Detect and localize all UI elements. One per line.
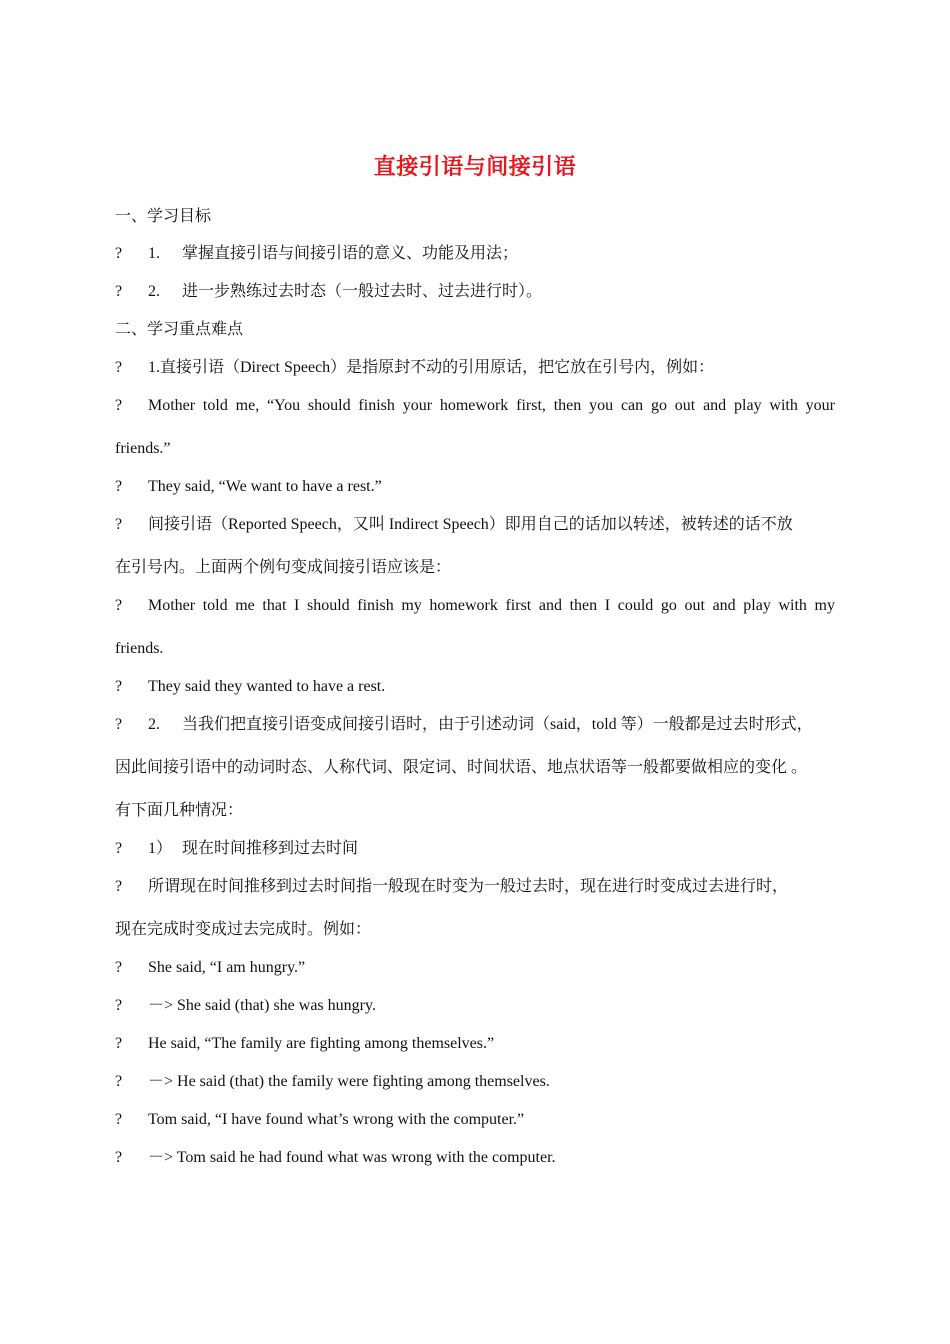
bullet-mark: ?	[115, 1111, 123, 1128]
paragraph-text: 所谓现在时间推移到过去时间指一般现在时变为一般过去时，现在进行时变成过去进行时，	[148, 878, 789, 895]
bullet-mark: ?	[115, 1149, 123, 1166]
paragraph-tense-change-line-3: 有下面几种情况：	[115, 802, 244, 819]
paragraph-text: 当我们把直接引语变成间接引语时，由于引述动词（said，told 等）一般都是过去时形式，	[182, 716, 813, 733]
sentence-text: She said, “I am hungry.”	[148, 959, 306, 976]
case-1-description-line-1	[115, 876, 835, 898]
bullet-mark: ?	[115, 716, 123, 733]
bullet-mark: ?	[115, 997, 123, 1014]
sentence-text: －> She said (that) she was hungry.	[148, 997, 376, 1014]
bullet-mark: ?	[115, 597, 123, 614]
example-1-line-1	[115, 395, 835, 417]
bullet-mark: ?	[115, 283, 123, 300]
goal-item-2	[115, 281, 835, 303]
bullet-mark: ?	[115, 878, 123, 895]
sentence-text: －> He said (that) the family were fighting among themselves.	[148, 1073, 550, 1090]
paragraph-reported-speech-line-1	[115, 514, 835, 536]
paragraph-text: 间接引语（Reported Speech，又叫 Indirect Speech）即用自己的话加以转述，被转述的话不放	[148, 516, 793, 533]
item-text: 进一步熟练过去时态（一般过去时、过去进行时）。	[182, 283, 543, 300]
example-text: Mother told me that I should finish my homework first and then I could go out and play with my	[148, 597, 835, 614]
bullet-mark: ?	[115, 959, 123, 976]
paragraph-text: 1.直接引语（Direct Speech）是指原封不动的引用原话，把它放在引号内，例如：	[148, 359, 715, 376]
section2-heading: 二、学习重点难点	[115, 321, 244, 338]
sentence-2-reported	[115, 1071, 835, 1093]
case-1-description-line-2: 现在完成时变成过去完成时。例如：	[115, 921, 372, 938]
section1-heading: 一、学习目标	[115, 208, 212, 225]
example-1-line-2: friends.”	[115, 440, 171, 457]
bullet-mark: ?	[115, 678, 123, 695]
item-number: 1）	[148, 840, 173, 857]
item-number: 1.	[148, 245, 160, 262]
paragraph-tense-change-line-2: 因此间接引语中的动词时态、人称代词、限定词、时间状语、地点状语等一般都要做相应的变化 。	[115, 759, 808, 776]
bullet-mark: ?	[115, 359, 123, 376]
bullet-mark: ?	[115, 1073, 123, 1090]
bullet-mark: ?	[115, 1035, 123, 1052]
sentence-3	[115, 1109, 835, 1131]
item-number: 2.	[148, 716, 160, 733]
item-number: 2.	[148, 283, 160, 300]
goal-item-1	[115, 243, 835, 265]
bullet-mark: ?	[115, 397, 123, 414]
example-text: They said, “We want to have a rest.”	[148, 478, 382, 495]
sentence-3-reported	[115, 1147, 835, 1169]
sentence-text: He said, “The family are fighting among themselves.”	[148, 1035, 495, 1052]
document-title: 直接引语与间接引语	[373, 154, 577, 179]
case-1-heading	[115, 838, 835, 860]
paragraph-reported-speech-line-2: 在引号内。上面两个例句变成间接引语应该是：	[115, 559, 452, 576]
sentence-1	[115, 957, 835, 979]
bullet-mark: ?	[115, 478, 123, 495]
example-text: Mother told me, “You should finish your homework first, then you can go out and play with your	[148, 397, 835, 414]
sentence-1-reported	[115, 995, 835, 1017]
paragraph-direct-speech	[115, 357, 835, 379]
example-3-line-1	[115, 595, 835, 617]
bullet-mark: ?	[115, 245, 123, 262]
example-text: They said they wanted to have a rest.	[148, 678, 386, 695]
paragraph-tense-change-line-1	[115, 714, 835, 736]
item-text: 掌握直接引语与间接引语的意义、功能及用法；	[182, 245, 519, 262]
example-4	[115, 676, 835, 698]
sentence-text: －> Tom said he had found what was wrong with the computer.	[148, 1149, 556, 1166]
example-3-line-2: friends.	[115, 640, 164, 657]
bullet-mark: ?	[115, 840, 123, 857]
case-title: 现在时间推移到过去时间	[182, 840, 359, 857]
bullet-mark: ?	[115, 516, 123, 533]
sentence-2	[115, 1033, 835, 1055]
example-2	[115, 476, 835, 498]
sentence-text: Tom said, “I have found what’s wrong with the computer.”	[148, 1111, 525, 1128]
